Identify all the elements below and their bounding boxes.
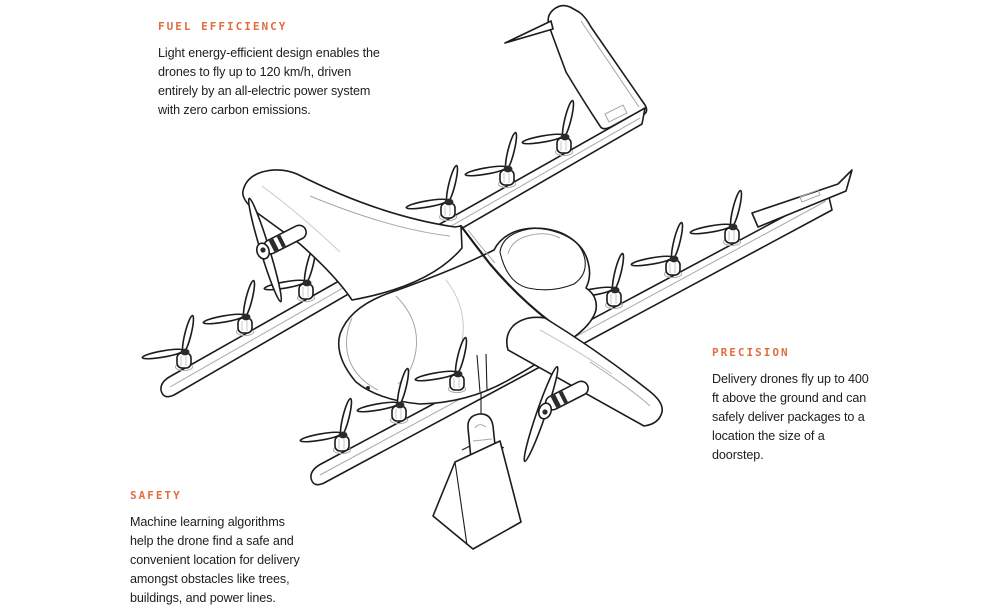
precision-annotation (712, 346, 869, 465)
fuel-efficiency-text: Light energy-efficient design enables the (158, 46, 380, 60)
hover-propeller (300, 398, 354, 454)
precision-text: ft above the ground and can (712, 391, 867, 405)
hover-propeller (465, 132, 519, 188)
hover-propeller (631, 222, 685, 278)
fin-spike (505, 21, 553, 43)
safety-text: convenient location for delivery (130, 553, 300, 567)
hover-propeller (690, 190, 744, 246)
tail-fin (505, 6, 647, 132)
safety-text: amongst obstacles like trees, (130, 572, 290, 586)
hover-propeller (406, 165, 460, 221)
safety-text: help the drone find a safe and (130, 534, 294, 548)
hover-propeller (203, 280, 257, 336)
precision-text: safely deliver packages to a (712, 410, 865, 424)
fuel-efficiency-heading: FUEL EFFICIENCY (158, 20, 288, 33)
precision-text: Delivery drones fly up to 400 (712, 372, 869, 386)
fuel-efficiency-text: with zero carbon emissions. (158, 103, 311, 117)
safety-heading: SAFETY (130, 489, 182, 502)
package-box (433, 441, 521, 549)
precision-heading: PRECISION (712, 346, 790, 359)
hover-propeller (142, 315, 196, 371)
safety-text: Machine learning algorithms (130, 515, 285, 529)
safety-text: buildings, and power lines. (130, 591, 276, 605)
fuel-efficiency-annotation (158, 20, 380, 120)
safety-annotation (130, 489, 300, 608)
precision-text: location the size of a (712, 429, 825, 443)
hover-propeller (522, 100, 576, 156)
precision-text: doorstep. (712, 448, 764, 462)
fuel-efficiency-text: entirely by an all-electric power system (158, 84, 371, 98)
fuel-efficiency-text: drones to fly up to 120 km/h, driven (158, 65, 352, 79)
